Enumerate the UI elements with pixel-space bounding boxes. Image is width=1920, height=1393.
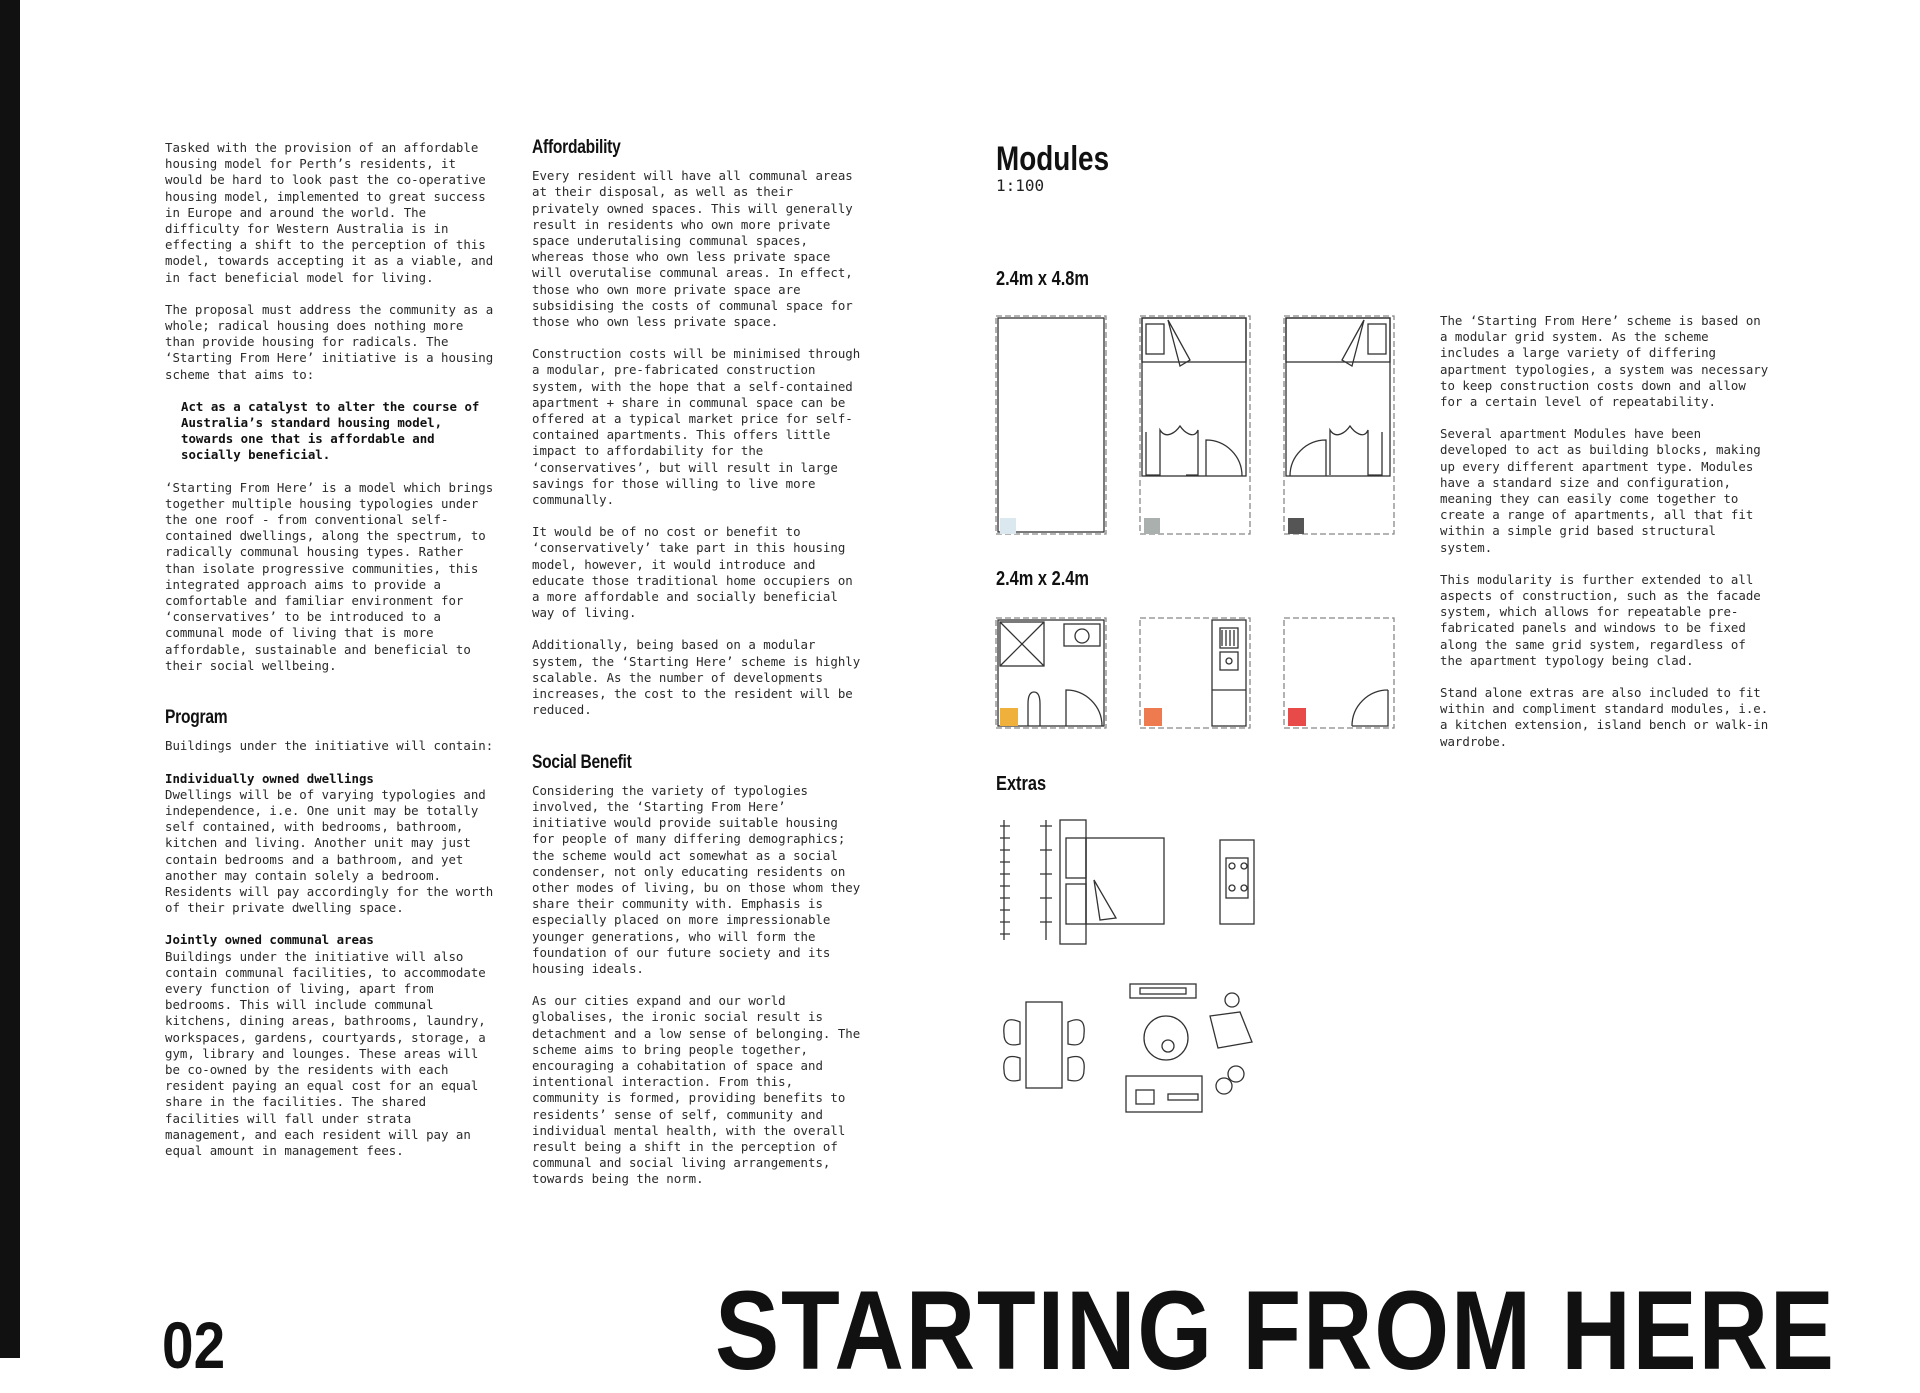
modules-paragraph-4: Stand alone extras are also included to fit within and compliment standard modules, i.e. a kitchen extension, island bench or walk-in wardrobe.	[1440, 685, 1769, 749]
large-module-bedroom-right-door	[1140, 316, 1250, 534]
modules-scale: 1:100	[996, 176, 1045, 195]
page-number: 02	[162, 1308, 226, 1382]
extra-dining-table	[1004, 1002, 1084, 1088]
size-small-heading: 2.4m x 2.4m	[996, 568, 1090, 590]
program-item-1	[165, 771, 495, 917]
small-module-1-swatch	[1000, 708, 1018, 726]
extra-living-set	[1126, 984, 1252, 1112]
modules-paragraph-2: Several apartment Modules have been developed to act as building blocks, making up every different apartment type. Modules have a standard size and configuration, meaning they can easily come together to create a range of apartments, all that fit within a simple grid based structural system.	[1440, 426, 1761, 555]
intro-paragraph-3: ‘Starting From Here’ is a model which brings together multiple housing typologies under the one roof - from conventional self-contained dwellings, along the spectrum, to radically communal housing types. Rather than isolate progressive communities, this integrated approach aims to provide a comfortable and familiar environment for ‘conservatives’ to be introduced to a communal mode of living that is more affordable, sustainable and beneficial to their social wellbeing.	[165, 479, 494, 673]
small-module-bathroom	[996, 618, 1106, 728]
program-item-2-text: Buildings under the initiative will also contain communal facilities, to accommodate every function of living, apart from bedrooms. This will include communal kitchens, dining areas, bathrooms, laundry, workspaces, gardens, courtyards, storage, a gym, library and lounges. These areas will be co-owned by the residents with each resident paying an equal cost for an equal share in the facilities. The shared facilities will fall under strata management, and each resident will pay an equal amount in management fees.	[165, 948, 486, 1158]
large-module-empty	[996, 316, 1106, 534]
large-module-3-swatch	[1288, 518, 1304, 534]
small-module-3-swatch	[1288, 708, 1306, 726]
program-item-1-text: Dwellings will be of varying typologies and independence, i.e. One unit may be totally self contained, with bedrooms, bathroom, kitchen and living. Another unit may just contain bedrooms and a bathroom, and yet another may contain solely a bedroom. Residents will pay accordingly for the worth of their private dwelling space.	[165, 786, 494, 916]
program-item-2-title: Jointly owned communal areas	[165, 932, 374, 948]
intro-paragraph-2: The proposal must address the community as a whole; radical housing does nothing more than provide housing for radicals. The ‘Starting From Here’ initiative is a housing scheme that aims to:	[165, 301, 494, 382]
extras-heading: Extras	[996, 773, 1047, 795]
modules-title: Modules	[996, 140, 1110, 178]
affordability-paragraph-4: Additionally, being based on a modular system, the ‘Starting Here’ scheme is highly scalable. As the number of developments increases, the cost to the resident will be reduced.	[532, 637, 861, 718]
program-heading: Program	[165, 707, 228, 729]
left-edge-bar	[0, 0, 20, 1358]
large-module-1-swatch	[1000, 518, 1016, 534]
intro-column	[165, 140, 495, 1175]
affordability-heading: Affordability	[532, 137, 621, 158]
affordability-paragraph-2: Construction costs will be minimised through a modular, pre-fabricated construction system, with the hope that a self-contained apartment + share in communal space can be offered at a typical market price for self-contained apartments. This offers little impact to affordability for the ‘conservatives’, but will result in large savings for those willing to live more communally.	[532, 346, 861, 508]
affordability-column	[532, 137, 867, 1204]
large-module-2-swatch	[1144, 518, 1160, 534]
small-module-kitchen	[1140, 618, 1250, 728]
extra-island-bench	[1220, 840, 1254, 924]
program-item-1-title: Individually owned dwellings	[165, 770, 374, 786]
modules-text-column	[1440, 313, 1770, 766]
modules-paragraph-3: This modularity is further extended to all aspects of construction, such as the facade system, which allows for repeatable pre-fabricated panels and windows to be fixed along the same grid system, regardless of the apartment typology being clad.	[1440, 571, 1761, 668]
size-large-heading: 2.4m x 4.8m	[996, 268, 1090, 290]
extra-wardrobe-bed	[1000, 820, 1164, 944]
affordability-paragraph-3: It would be of no cost or benefit to ‘conservatively’ take part in this housing model, however, it would introduce and educate those traditional home occupiers on a more affordable and socially beneficial way of living.	[532, 524, 853, 621]
intro-paragraph-1: Tasked with the provision of an affordable housing model for Perth’s residents, it would be hard to look past the co-operative housing model, implemented to great success in Europe and around the world. The difficulty for Western Australia is in effecting a shift to the perception of this model, towards accepting it as a viable, and in fact beneficial model for living.	[165, 140, 494, 285]
footer-title: STARTING FROM HERE	[715, 1268, 1836, 1393]
social-paragraph-2: As our cities expand and our world globalises, the ironic social result is detachment and a low sense of belonging. The scheme aims to bring people together, encouraging a cohabitation of space and intentional interaction. From this, community is formed, providing benefits to residents’ sense of self, community and individual mental health, with the overall result being a shift in the perception of communal and social living arrangements, towards being the norm.	[532, 993, 861, 1187]
mission-quote: Act as a catalyst to alter the course of Australia’s standard housing model, towards one that is affordable and socially beneficial.	[181, 398, 480, 463]
modules-paragraph-1: The ‘Starting From Here’ scheme is based on a modular grid system. As the scheme includes a large variety of differing apartment typologies, a system was necessary to keep construction costs down and allow for a certain level of repeatability.	[1440, 313, 1769, 410]
affordability-paragraph-1: Every resident will have all communal areas at their disposal, as well as their privately owned spaces. This will generally result in residents who own more private space underutalising communal spaces, whereas those who own less private space will overutalise communal areas. In effect, those who own more private space are subsidising the costs of communal space for those who own less private space.	[532, 168, 853, 330]
program-item-2	[165, 932, 495, 1159]
large-module-bedroom-left-door	[1284, 316, 1394, 534]
small-module-2-swatch	[1144, 708, 1162, 726]
social-benefit-heading: Social Benefit	[532, 751, 632, 773]
social-paragraph-1: Considering the variety of typologies involved, the ‘Starting From Here’ initiative would provide suitable housing for people of many differing demographics; the scheme would act somewhat as a social condenser, not only educating residents on other modes of living, bu on those whom they share their community with. Emphasis is especially placed on more impressionable younger generations, who will form the foundation of our future society and its housing ideals.	[532, 782, 861, 976]
program-intro: Buildings under the initiative will contain:	[165, 738, 494, 754]
small-module-entry	[1284, 618, 1394, 728]
